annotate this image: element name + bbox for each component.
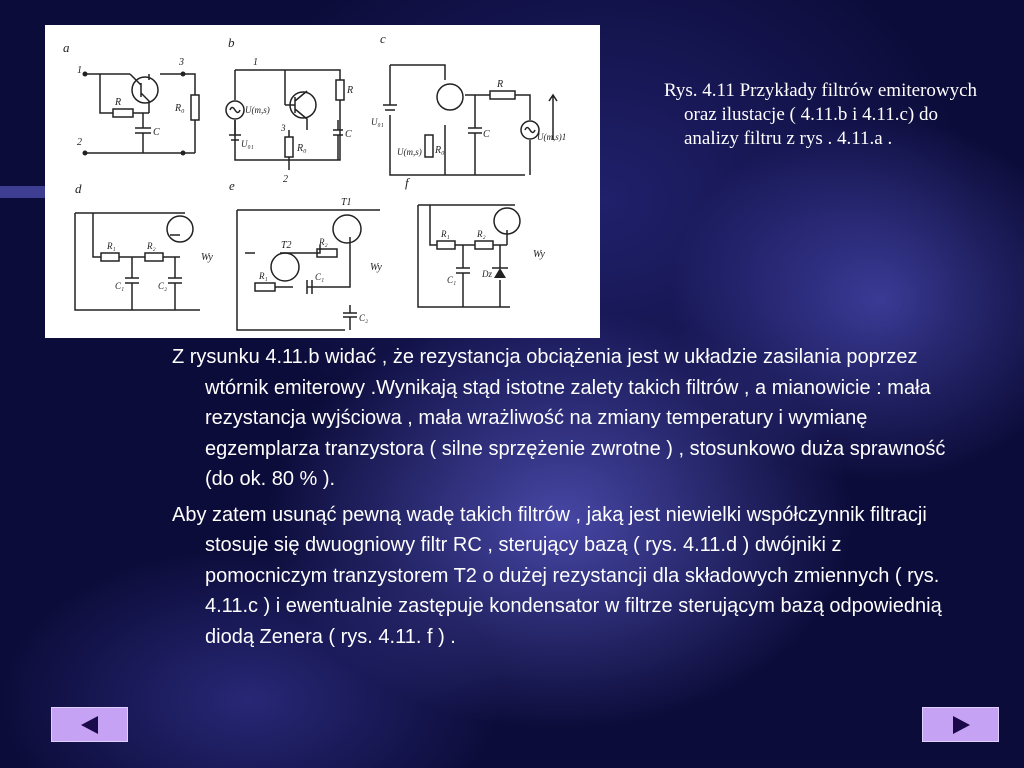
label-a-R: R — [115, 97, 122, 108]
circuit-d — [75, 181, 213, 310]
zener-diode-f — [494, 268, 506, 278]
resistor-f-R2 — [475, 241, 493, 249]
label-b-C: C — [345, 129, 352, 140]
body-text — [172, 342, 962, 657]
resistor-c-R — [490, 91, 515, 99]
label-e-C2: C₂ — [359, 313, 369, 323]
circuit-diagrams — [45, 25, 600, 338]
resistor-e-R1 — [255, 283, 275, 291]
label-f-R1: R₁ — [441, 229, 450, 239]
label-e-Wy: Wy — [370, 262, 382, 273]
transistor-d — [167, 216, 193, 242]
label-d-R1: R₁ — [107, 241, 116, 251]
previous-slide-button[interactable] — [51, 707, 128, 742]
decorative-stripe — [0, 186, 50, 198]
label-b-Uin: U(m,s) — [245, 105, 270, 115]
label-c-Uout: U(m,s)1 — [537, 132, 567, 142]
circuit-e — [229, 178, 382, 330]
label-b-R: R — [347, 85, 354, 96]
label-c-Ro: R₀ — [435, 145, 445, 156]
paragraph-2: Aby zatem usunąć pewną wadę takich filtrów , jaką jest niewielki współczynnik filtracji stosuje się dwuogniowy filtr RC , sterujący bazą ( rys. 4.11.d ) dwójniki z pomocniczym tranzystorem T2 o dużej rezystancji dla składowych zmiennych ( rys. 4.11.c ) i ewentualnie zastępuje kondensator w filtrze sterującym bazą odpowiednią diodą Zenera ( rys. 4.11. f ) . — [172, 503, 942, 648]
resistor-a-Ro — [191, 95, 199, 120]
label-e-C1: C₁ — [315, 272, 325, 282]
resistor-b-R — [336, 80, 344, 100]
panel-label-a: a — [63, 40, 70, 55]
label-c-R: R — [497, 79, 504, 90]
label-a-Ro: R₀ — [175, 103, 185, 114]
resistor-c-Ro — [425, 135, 433, 157]
label-b-U01: U₀₁ — [241, 139, 254, 149]
label-e-T2: T2 — [281, 240, 292, 251]
label-c-Uin: U(m,s) — [397, 147, 422, 157]
panel-label-b: b — [228, 35, 235, 50]
circuit-a — [63, 40, 199, 156]
label-e-R1: R₁ — [259, 271, 268, 281]
label-b-2: 2 — [283, 174, 288, 185]
resistor-d-R2 — [145, 253, 163, 261]
label-b-3: 3 — [281, 123, 286, 133]
label-a-2: 2 — [77, 137, 82, 148]
resistor-a-R — [113, 109, 133, 117]
label-d-C2: C₂ — [158, 281, 168, 291]
label-f-Dz: Dz — [482, 269, 493, 279]
circuit-b — [226, 35, 353, 185]
paragraph-1: Z rysunku 4.11.b widać , że rezystancja obciążenia jest w układzie zasilania poprzez wtórnik emiterowy .Wynikają stąd istotne zalety takich filtrów , a mianowicie : mała rezystancja wyjściowa , mała wrażliwość na zmiany temperatury i wymianę egzemplarza tranzystora ( silne sprzężenie zwrotne ) , stosunkowo duża sprawność (do ok. 80 % ). — [172, 346, 946, 490]
label-d-R2: R₂ — [147, 241, 156, 251]
triangle-right-icon — [953, 716, 970, 734]
triangle-left-icon — [81, 716, 98, 734]
panel-label-c: c — [380, 31, 386, 46]
label-c-C: C — [483, 129, 490, 140]
transistor-e-T1 — [333, 215, 361, 243]
circuit-figure — [45, 25, 600, 338]
resistor-f-R1 — [437, 241, 455, 249]
transistor-c — [437, 84, 463, 110]
label-a-1: 1 — [77, 65, 82, 76]
label-e-R2: R₂ — [319, 237, 328, 247]
label-f-Wy: Wy — [533, 249, 545, 260]
label-b-1: 1 — [253, 57, 258, 68]
panel-label-d: d — [75, 181, 82, 196]
label-e-T1: T1 — [341, 197, 352, 208]
label-b-Ro: R₀ — [297, 143, 307, 154]
label-c-U01: U₀₁ — [371, 117, 384, 127]
resistor-d-R1 — [101, 253, 119, 261]
figure-caption: Rys. 4.11 Przykłady filtrów emiterowych oraz ilustacje ( 4.11.b i 4.11.c) do analizy filtru z rys . 4.11.a . — [664, 80, 978, 149]
circuit-f — [405, 175, 545, 307]
label-d-Wy: Wy — [201, 252, 213, 263]
transistor-e-T2 — [271, 253, 299, 281]
label-f-R2: R₂ — [477, 229, 486, 239]
panel-label-e: e — [229, 178, 235, 193]
label-f-C1: C₁ — [447, 275, 457, 285]
panel-label-f: f — [405, 175, 409, 190]
next-slide-button[interactable] — [922, 707, 999, 742]
label-a-C: C — [153, 127, 160, 138]
label-d-C1: C₁ — [115, 281, 125, 291]
label-a-3: 3 — [179, 57, 184, 68]
circuit-c — [371, 31, 566, 175]
resistor-b-Ro — [285, 137, 293, 157]
